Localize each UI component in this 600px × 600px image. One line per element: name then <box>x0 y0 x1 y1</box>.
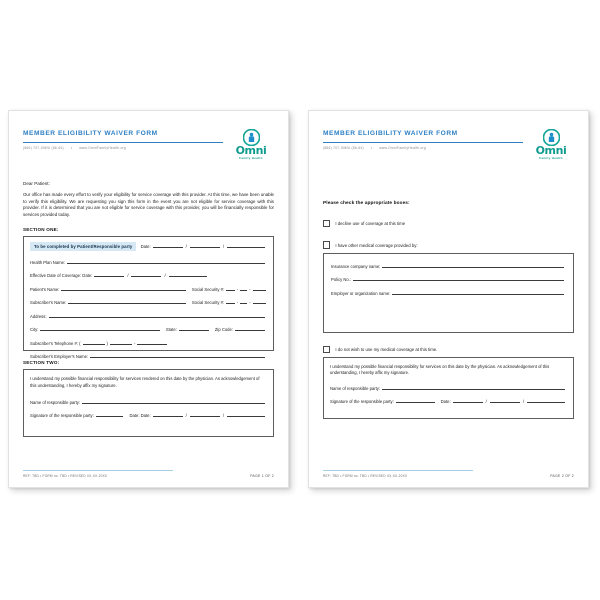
page1-footer <box>23 470 274 478</box>
health-plan-name-label: Health Plan Name: <box>30 259 66 265</box>
effective-year-line[interactable] <box>169 276 207 277</box>
phone-paren-close: ) <box>106 340 108 346</box>
page2-sig-date-day-line[interactable] <box>490 402 520 403</box>
checkbox-do-not-wish-row[interactable] <box>323 346 574 353</box>
page2-responsible-party-name-label: Name of responsible party: <box>330 385 381 391</box>
insurance-company-row[interactable] <box>331 264 566 269</box>
checkbox-do-not-wish-icon[interactable] <box>323 346 330 353</box>
patient-name-row[interactable] <box>30 287 267 292</box>
insurance-details-box <box>323 253 574 333</box>
section-two-box <box>23 369 274 437</box>
section-two-statement: I understand my possible financial responsibility for services rendered on this date by the physician. As acknowledgement of this understanding, I hereby affix my signature. <box>30 376 260 388</box>
policy-number-label: Policy No.: <box>331 277 352 283</box>
responsible-party-name-label: Name of responsible party: <box>30 399 81 405</box>
employer-organization-input[interactable] <box>392 294 564 295</box>
form-page-1 <box>8 110 289 488</box>
insurance-company-label: Insurance company name: <box>331 263 381 269</box>
section-one-label: SECTION ONE: <box>23 227 59 233</box>
section-two-label: SECTION TWO: <box>23 360 60 366</box>
subscriber-name-label: Subscriber's Name: <box>30 300 67 306</box>
page2-responsible-party-name-row[interactable] <box>330 386 567 391</box>
checkbox-section-title: Please check the appropriate boxes: <box>323 201 410 206</box>
page1-contact-separator: • <box>70 145 73 150</box>
city-label: City: <box>30 327 39 333</box>
page1-omni-logo <box>226 129 276 165</box>
responsible-party-name-row[interactable] <box>30 400 267 405</box>
date-month-line[interactable] <box>153 247 183 248</box>
zip-code-label: Zip Code: <box>214 327 233 333</box>
omni-logo-tagline-page2: Family Health <box>539 156 563 160</box>
responsible-party-name-input[interactable] <box>82 403 265 404</box>
subscriber-name-row[interactable] <box>30 300 267 305</box>
omni-logo-mark-icon <box>243 129 260 146</box>
date-day-line[interactable] <box>190 247 220 248</box>
health-plan-name-row[interactable] <box>30 260 267 265</box>
patient-ssn-input[interactable]: - - <box>224 287 267 292</box>
page2-responsible-party-signature-row[interactable]: Signature of the responsible party: Date: / / <box>330 399 567 404</box>
insurance-company-input[interactable] <box>382 267 564 268</box>
address-label: Address: <box>30 313 47 319</box>
health-plan-name-input[interactable] <box>67 263 265 264</box>
page2-footer-ref: REF: TBD • FORM no. TBD • REVISED XX-XX-20XX <box>323 474 408 478</box>
address-row[interactable] <box>30 314 267 319</box>
employer-organization-row[interactable] <box>331 291 566 296</box>
phone-dash: - <box>133 340 136 346</box>
subscriber-employer-label: Subscriber's Employer's Name: <box>30 354 89 360</box>
address-input[interactable] <box>49 317 265 318</box>
page2-footer-page-number: PAGE 2 OF 2 <box>550 474 574 478</box>
page2-contact-separator: • <box>370 145 373 150</box>
omni-logo-mark-icon-page2 <box>543 129 560 146</box>
patient-name-input[interactable] <box>61 290 185 291</box>
city-state-zip-row[interactable] <box>30 327 267 332</box>
page2-footer <box>323 470 574 478</box>
omni-logo-wordmark-page2: Omni <box>535 144 567 157</box>
checkbox-do-not-wish-label: I do not wish to use my medical coverage at this time. <box>335 346 438 352</box>
checkbox-decline-row[interactable] <box>323 220 574 227</box>
section-one-box <box>23 236 274 360</box>
signature-date-label: Date: Date: <box>129 413 151 419</box>
intro-paragraph: Our office has made every effort to verify your eligibility for service coverage with this provider. At this time, we have been unable to verify this eligibility. We are requesting you sign this form in the event you are not eligible for service coverage with this provider. If it is determined that you are not eligible for service coverage with this provider, you will be financially responsible for services provided today. <box>23 192 274 217</box>
page2-signature-box <box>323 357 574 419</box>
responsible-party-signature-label: Signature of the responsible party: <box>30 413 94 419</box>
city-input[interactable] <box>40 330 160 331</box>
subscriber-name-input[interactable] <box>68 303 185 304</box>
salutation: Dear Patient: <box>23 181 50 186</box>
sig-date-year-line[interactable] <box>227 416 265 417</box>
responsible-party-signature-input[interactable] <box>96 416 124 417</box>
phone-area-line[interactable] <box>83 344 105 345</box>
page2-omni-logo <box>526 129 576 165</box>
page2-signature-date-label: Date: <box>440 399 451 405</box>
subscriber-telephone-label: Subscriber's Telephone #: ( <box>30 340 81 346</box>
subscriber-ssn-label: Social Security #: <box>191 300 225 306</box>
state-input[interactable] <box>179 330 209 331</box>
omni-logo-tagline: Family Health <box>239 156 263 160</box>
section-one-date-field[interactable]: Date: / / <box>141 244 267 249</box>
page2-responsible-party-name-input[interactable] <box>382 389 565 390</box>
patient-name-label: Patient's Name: <box>30 286 60 292</box>
section-one-header-row <box>30 242 267 251</box>
page2-responsible-party-signature-label: Signature of the responsible party: <box>330 399 394 405</box>
policy-number-input[interactable] <box>353 280 564 281</box>
page1-header <box>23 129 274 167</box>
page2-sig-date-year-line[interactable] <box>527 402 565 403</box>
section-one-highlight: To be completed by Patient/Responsible party <box>30 242 136 251</box>
patient-ssn-label: Social Security #: <box>191 286 225 292</box>
subscriber-employer-input[interactable] <box>90 357 265 358</box>
checkbox-decline-label: I decline use of coverage at this time <box>335 221 406 227</box>
page2-contact-phone: (866) 707-OMNI (66-64) <box>323 145 364 150</box>
state-label: State: <box>165 327 177 333</box>
omni-logo-wordmark: Omni <box>235 144 267 157</box>
page1-footer-rule <box>23 470 173 471</box>
subscriber-telephone-row[interactable] <box>30 341 267 346</box>
effective-date-row[interactable]: Effective Date of Coverage: Date: / / <box>30 273 267 278</box>
page1-form-title: MEMBER ELIGIBILITY WAIVER FORM <box>23 130 158 137</box>
responsible-party-signature-row[interactable]: Signature of the responsible party: Date: Date: / / <box>30 413 267 418</box>
phone-number-line[interactable] <box>137 344 167 345</box>
page2-contact-web: www.OmniFamilyHealth.org <box>379 145 426 150</box>
date-year-line[interactable] <box>227 247 265 248</box>
checkbox-decline-icon[interactable] <box>323 220 330 227</box>
page2-header-rule <box>323 142 523 143</box>
effective-date-label: Effective Date of Coverage: Date: <box>30 273 93 279</box>
page2-responsible-party-signature-input[interactable] <box>396 402 435 403</box>
page2-footer-rule <box>323 470 473 471</box>
policy-number-row[interactable] <box>331 277 566 282</box>
page1-contact-web: www.OmniFamilyHealth.org <box>79 145 126 150</box>
subscriber-employer-row[interactable] <box>30 354 267 359</box>
page1-contact-phone: (866) 707-OMNI (66-64) <box>23 145 64 150</box>
page1-footer-page-number: PAGE 1 OF 2 <box>250 474 274 478</box>
page2-form-title: MEMBER ELIGIBILITY WAIVER FORM <box>323 130 458 137</box>
page1-header-rule <box>23 142 223 143</box>
employer-organization-label: Employer or organization name: <box>331 290 391 296</box>
zip-code-input[interactable] <box>235 330 265 331</box>
page2-sig-date-month-line[interactable] <box>453 402 483 403</box>
page2-signature-statement: I understand my possible financial responsibility for services on this date by the physician. As acknowledgement of this understanding, I hereby affix my signature. <box>330 364 550 376</box>
form-page-2 <box>308 110 589 488</box>
section-one-date-label: Date: <box>140 244 151 250</box>
checkbox-other-coverage-row[interactable] <box>323 241 574 248</box>
checkbox-other-coverage-label: I have other medical coverage provided by: <box>335 242 418 248</box>
effective-day-line[interactable] <box>131 276 161 277</box>
subscriber-ssn-input[interactable]: - - <box>224 300 267 305</box>
effective-month-line[interactable] <box>94 276 124 277</box>
page1-footer-ref: REF: TBD • FORM no. TBD • REVISED XX-XX-20XX <box>23 474 108 478</box>
page2-header <box>323 129 574 167</box>
checkbox-other-coverage-icon[interactable] <box>323 241 330 248</box>
phone-prefix-line[interactable] <box>110 344 132 345</box>
sig-date-day-line[interactable] <box>190 416 220 417</box>
sig-date-month-line[interactable] <box>153 416 183 417</box>
